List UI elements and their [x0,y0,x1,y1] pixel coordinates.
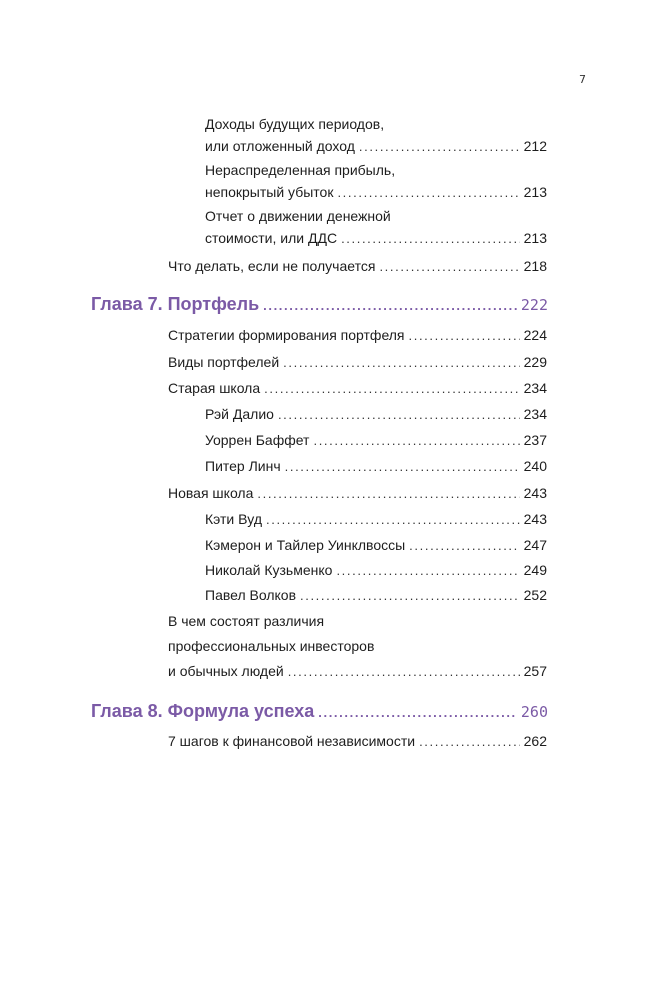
toc-entry-title: Старая школа [168,380,261,396]
toc-entry-title-line2: профессиональных инвесторов [168,638,375,654]
leader-dots [313,431,519,451]
toc-page-number: 212 [523,138,547,154]
toc-page-number: 213 [523,184,547,200]
page-number: 7 [579,73,586,86]
toc-entry-title-line2: непокрытый убыток [205,184,334,200]
leader-dots [285,457,520,477]
toc-entry-title: Рэй Далио [205,406,274,422]
toc-page-number: 243 [523,511,547,527]
chapter-title: Глава 8. Формула успеха [91,701,315,721]
toc-entry-title: 7 шагов к финансовой независимости [168,733,416,749]
leader-dots [359,137,520,157]
toc-page-number: 240 [523,458,547,474]
toc-page-number: 222 [520,296,548,314]
leader-dots [341,229,520,249]
leader-dots [300,586,520,606]
toc-entry-title-line2: или отложенный доход [205,138,355,154]
toc-entry-title-line1: Нераспределенная прибыль, [205,162,396,178]
toc-page-number: 260 [520,703,548,721]
toc-page-number: 229 [523,354,547,370]
toc-entry-title: Новая школа [168,485,254,501]
toc-page-number: 237 [523,432,547,448]
toc-entry-title: Стратегии формирования портфеля [168,327,405,343]
leader-dots [409,326,520,346]
toc-entry-title: Кэти Вуд [205,511,262,527]
toc-entry-title-line3: и обычных людей [168,663,284,679]
toc-page-number: 218 [523,258,547,274]
toc-entry-title-line1: Отчет о движении денежной [205,208,391,224]
toc-page-number: 224 [523,327,547,343]
leader-dots [409,536,519,556]
leader-dots [266,510,520,530]
toc-page-number: 249 [523,562,547,578]
leader-dots [283,353,519,373]
toc-entry-title: Виды портфелей [168,354,280,370]
chapter-title: Глава 7. Портфель [91,294,260,314]
toc-page-number: 247 [523,537,547,553]
leader-dots [288,662,520,682]
leader-dots [318,703,517,723]
leader-dots [419,732,520,752]
toc-page-number: 234 [523,406,547,422]
toc-entry-title-line1: В чем состоят различия [168,613,325,629]
toc-entry-title-line2: стоимости, или ДДС [205,230,338,246]
toc-entry-title: Уоррен Баффет [205,432,310,448]
leader-dots [278,405,520,425]
toc-page-number: 213 [523,230,547,246]
leader-dots [257,484,519,504]
leader-dots [337,183,519,203]
toc-entry-title: Павел Волков [205,587,296,603]
toc-entry-title: Кэмерон и Тайлер Уинклвоссы [205,537,406,553]
leader-dots [264,379,519,399]
toc-entry-title: Что делать, если не получается [168,258,376,274]
toc-page-number: 252 [523,587,547,603]
leader-dots [336,561,519,581]
toc-page-number: 234 [523,380,547,396]
toc-page-number: 262 [523,733,547,749]
leader-dots [263,296,517,316]
leader-dots [379,257,519,277]
toc-entry-title: Николай Кузьменко [205,562,333,578]
toc-entry-title: Питер Линч [205,458,281,474]
toc-page-number: 257 [523,663,547,679]
toc-entry-title-line1: Доходы будущих периодов, [205,116,385,132]
toc-page-number: 243 [523,485,547,501]
